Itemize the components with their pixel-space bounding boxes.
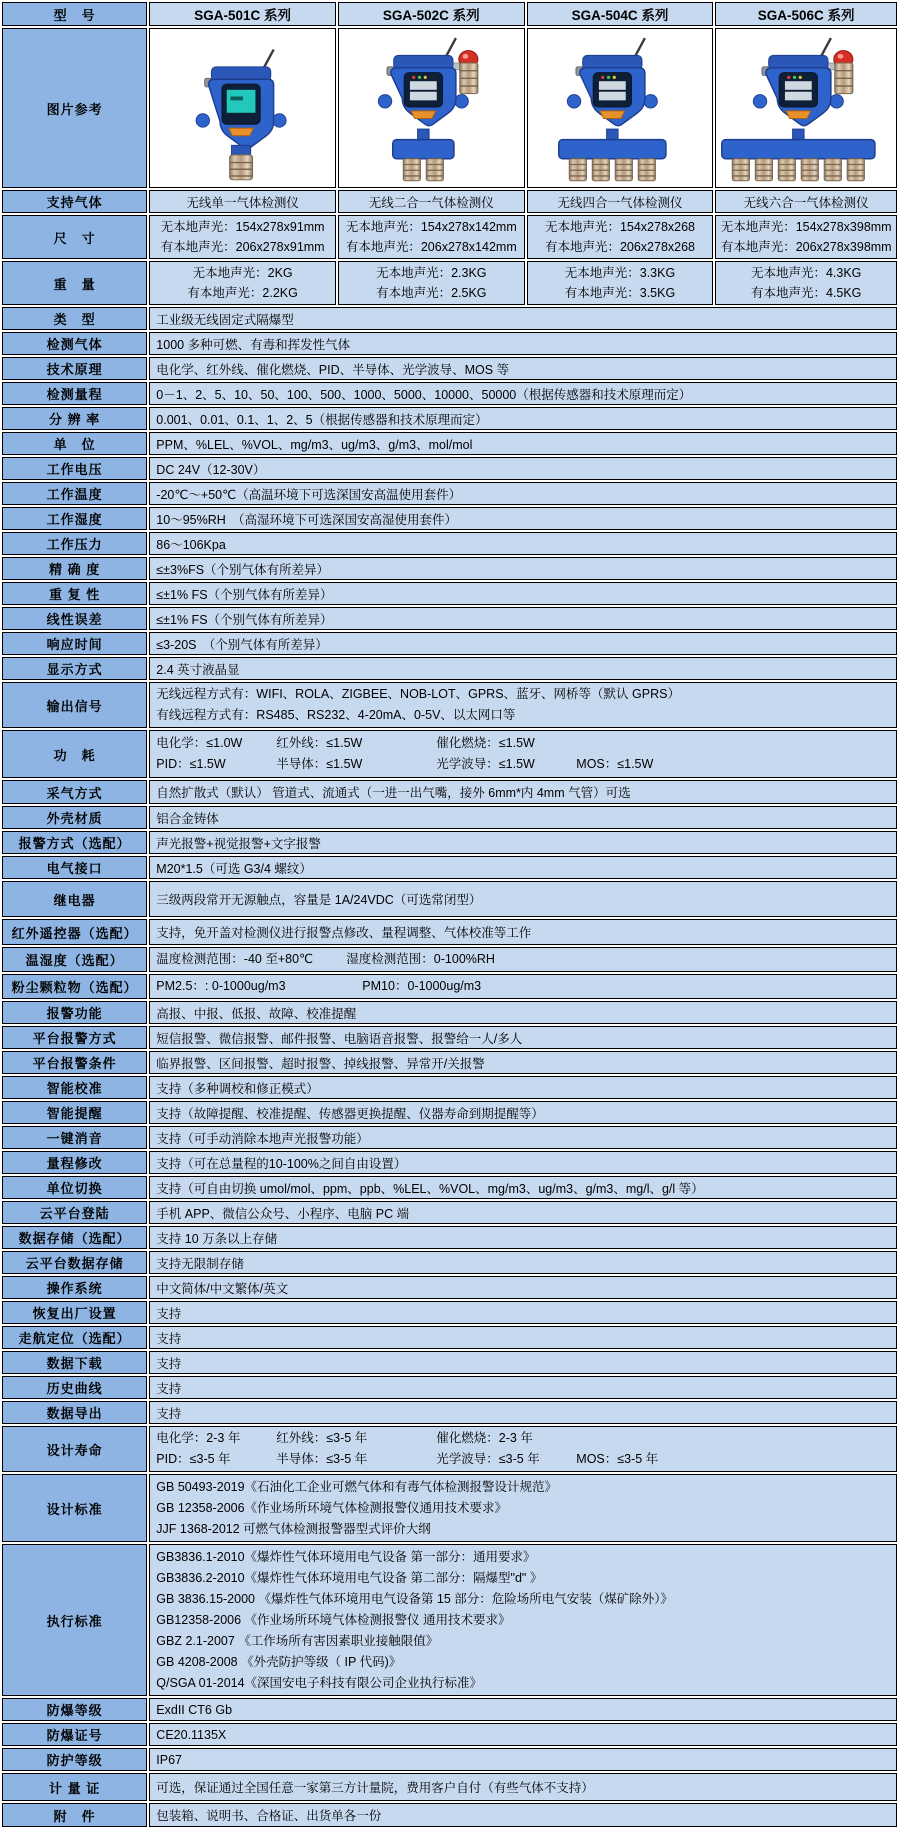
spec-row — [2, 1376, 897, 1399]
spec-value-line: 无本地声光：3.3KG — [564, 266, 676, 280]
spec-row — [2, 261, 897, 305]
spec-value-line: GB 12358-2006《作业场所环境气体检测报警仪通用技术要求》 — [156, 1500, 508, 1515]
spec-row — [2, 1474, 897, 1542]
spec-row — [2, 632, 897, 655]
row-label: 类 型 — [2, 307, 147, 330]
spec-row — [2, 1176, 897, 1199]
row-label: 检测气体 — [2, 332, 147, 355]
row-label: 防爆等级 — [2, 1698, 147, 1721]
spec-value-cell: -20℃～+50℃（高温环境下可选深国安高温使用套件） — [149, 482, 897, 505]
spec-value-line: GB 50493-2019《石油化工企业可燃气体和有毒气体检测报警设计规范》 — [156, 1479, 558, 1494]
spec-row — [2, 1226, 897, 1249]
image-row — [2, 28, 897, 188]
row-label: 执行标准 — [2, 1544, 147, 1696]
row-label: 电气接口 — [2, 856, 147, 879]
spec-value-line — [156, 1449, 890, 1470]
row-label: 云平台登陆 — [2, 1201, 147, 1224]
model-header-cell: SGA-506C 系列 — [715, 2, 897, 26]
row-label: 技术原理 — [2, 357, 147, 380]
spec-value-cell: 支持无限制存储 — [149, 1251, 897, 1274]
row-label: 一键消音 — [2, 1126, 147, 1149]
spec-value-cell: ≤±3%FS（个别气体有所差异） — [149, 557, 897, 580]
spec-value-cell: 短信报警、微信报警、邮件报警、电脑语音报警、报警给一人/多人 — [149, 1026, 897, 1049]
row-label: 采气方式 — [2, 780, 147, 804]
spec-value-segment: PM10：0-1000ug/m3 — [362, 979, 482, 993]
spec-row — [2, 1698, 897, 1721]
row-label: 平台报警条件 — [2, 1051, 147, 1074]
row-label: 恢复出厂设置 — [2, 1301, 147, 1324]
spec-row — [2, 457, 897, 480]
spec-row — [2, 507, 897, 530]
spec-value-line — [156, 1428, 890, 1449]
row-label: 显示方式 — [2, 657, 147, 680]
spec-value-cell: DC 24V（12-30V） — [149, 457, 897, 480]
row-label: 工作压力 — [2, 532, 147, 555]
product-image-cell — [338, 28, 525, 188]
spec-value-segment: 红外线：≤3-5 年 — [276, 1431, 368, 1445]
spec-value-cell: 0－1、2、5、10、50、100、500、1000、5000、10000、50000（根据传感器和技术原理而定） — [149, 382, 897, 405]
row-label: 数据导出 — [2, 1401, 147, 1424]
spec-value-line: 无本地声光：154x278x398mm — [720, 220, 892, 234]
spec-value-cell: 高报、中报、低报、故障、校准提醒 — [149, 1001, 897, 1024]
row-label: 功 耗 — [2, 730, 147, 778]
row-label: 粉尘颗粒物（选配） — [2, 974, 147, 999]
spec-value-line: 有本地声光：2.5KG — [376, 286, 487, 300]
row-label: 防爆证号 — [2, 1723, 147, 1746]
row-label: 分 辨 率 — [2, 407, 147, 430]
spec-value-cell: 2.4 英寸液晶显 — [149, 657, 897, 680]
spec-value-line: GB3836.1-2010《爆炸性气体环境用电气设备 第一部分：通用要求》 — [156, 1549, 536, 1564]
row-label: 图片参考 — [2, 28, 147, 188]
spec-row — [2, 806, 897, 829]
spec-value-line: Q/SGA 01-2014《深国安电子科技有限公司企业执行标准》 — [156, 1675, 483, 1690]
spec-value-cell: 1000 多种可燃、有毒和挥发性气体 — [149, 332, 897, 355]
spec-value-cell: 10～95%RH （高湿环境下可选深国安高湿使用套件） — [149, 507, 897, 530]
spec-value-line — [156, 754, 890, 775]
spec-value-line: 有本地声光：2.2KG — [187, 286, 298, 300]
spec-value-cell — [149, 215, 336, 259]
gas-detector-illustration — [153, 29, 333, 187]
spec-value-cell: 无线单一气体检测仪 — [149, 190, 336, 213]
spec-value-cell: 中文简体/中文繁体/英文 — [149, 1276, 897, 1299]
spec-row — [2, 482, 897, 505]
spec-value-line: JJF 1368-2012 可燃气体检测报警器型式评价大纲 — [156, 1521, 431, 1536]
spec-value-cell: 可选，保证通过全国任意一家第三方计量院，费用客户自付（有些气体不支持） — [149, 1773, 897, 1801]
spec-row — [2, 730, 897, 778]
spec-value-cell: 支持 — [149, 1401, 897, 1424]
spec-row — [2, 307, 897, 330]
spec-value-cell: PPM、%LEL、%VOL、mg/m3、ug/m3、g/m3、mol/mol — [149, 432, 897, 455]
spec-value-cell: 支持 10 万条以上存储 — [149, 1226, 897, 1249]
spec-row — [2, 1276, 897, 1299]
spec-value-segment: PID：≤3-5 年 — [156, 1452, 231, 1466]
spec-value-cell: IP67 — [149, 1748, 897, 1771]
row-label: 数据存储（选配） — [2, 1226, 147, 1249]
gas-detector-illustration — [530, 29, 710, 187]
spec-value-cell: 无线二合一气体检测仪 — [338, 190, 525, 213]
spec-value-segment: 电化学：≤1.0W — [156, 736, 243, 750]
spec-row — [2, 947, 897, 972]
model-header-cell: SGA-502C 系列 — [338, 2, 525, 26]
spec-value-segment: 半导体：≤3-5 年 — [276, 1452, 368, 1466]
row-label: 云平台数据存储 — [2, 1251, 147, 1274]
spec-value-line: GB 4208-2008 《外壳防护等级（ IP 代码)》 — [156, 1654, 402, 1669]
spec-value-cell: 自然扩散式（默认） 管道式、流通式（一进一出气嘴，接外 6mm*内 4mm 气管）可选 — [149, 780, 897, 804]
spec-row — [2, 1076, 897, 1099]
spec-value-line: 无本地声光：154x278x268 — [544, 220, 696, 234]
spec-value-cell: 工业级无线固定式隔爆型 — [149, 307, 897, 330]
row-label: 红外遥控器（选配） — [2, 919, 147, 945]
spec-value-cell: 支持（多种调校和修正模式） — [149, 1076, 897, 1099]
spec-row — [2, 190, 897, 213]
spec-value-line: 有线远程方式有：RS485、RS232、4-20mA、0-5V、以太网口等 — [156, 708, 516, 722]
row-label: 检测量程 — [2, 382, 147, 405]
row-label: 工作电压 — [2, 457, 147, 480]
spec-row — [2, 382, 897, 405]
spec-value-cell: 支持 — [149, 1376, 897, 1399]
spec-value-cell: 0.001、0.01、0.1、1、2、5（根据传感器和技术原理而定） — [149, 407, 897, 430]
spec-value-segment: 催化燃烧：≤1.5W — [436, 736, 535, 750]
spec-value-cell — [149, 730, 897, 778]
spec-row — [2, 1001, 897, 1024]
spec-value-cell — [715, 261, 897, 305]
spec-row — [2, 1401, 897, 1424]
row-label: 响应时间 — [2, 632, 147, 655]
spec-value-line: GB12358-2006 《作业场所环境气体检测报警仪 通用技术要求》 — [156, 1612, 511, 1627]
spec-value-cell: 临界报警、区间报警、超时报警、掉线报警、异常开/关报警 — [149, 1051, 897, 1074]
spec-row — [2, 215, 897, 259]
spec-value-cell: 86～106Kpa — [149, 532, 897, 555]
spec-row — [2, 432, 897, 455]
spec-value-segment: PID：≤1.5W — [156, 757, 226, 771]
spec-row — [2, 557, 897, 580]
spec-value-line: 无本地声光：2.3KG — [376, 266, 487, 280]
spec-value-cell: ≤3-20S （个别气体有所差异） — [149, 632, 897, 655]
spec-value-cell: 支持，免开盖对检测仪进行报警点修改、量程调整、气体校准等工作 — [149, 919, 897, 945]
spec-value-cell — [149, 1426, 897, 1472]
spec-row — [2, 1326, 897, 1349]
model-header-label: 型 号 — [2, 2, 147, 26]
spec-value-line: 有本地声光：206x278x91mm — [160, 240, 325, 254]
row-label: 附 件 — [2, 1803, 147, 1827]
row-label: 精 确 度 — [2, 557, 147, 580]
spec-row — [2, 407, 897, 430]
spec-value-line: GB3836.2-2010《爆炸性气体环境用电气设备 第二部分：隔爆型"d" 》 — [156, 1570, 543, 1585]
spec-row — [2, 1773, 897, 1801]
spec-row — [2, 919, 897, 945]
spec-value-cell: 包装箱、说明书、合格证、出货单各一份 — [149, 1803, 897, 1827]
spec-value-line: 有本地声光：3.5KG — [564, 286, 676, 300]
spec-value-line: 有本地声光：206x278x142mm — [345, 240, 517, 254]
spec-row — [2, 682, 897, 728]
spec-value-cell — [338, 261, 525, 305]
spec-row — [2, 582, 897, 605]
row-label: 操作系统 — [2, 1276, 147, 1299]
spec-row — [2, 1201, 897, 1224]
spec-row — [2, 357, 897, 380]
row-label: 工作湿度 — [2, 507, 147, 530]
spec-row — [2, 1803, 897, 1827]
spec-value-cell: 支持 — [149, 1301, 897, 1324]
spec-value-line: 无线远程方式有：WIFI、ROLA、ZIGBEE、NOB-LOT、GPRS、蓝牙、网桥等（默认 GPRS） — [156, 687, 680, 701]
spec-row — [2, 1026, 897, 1049]
row-label: 外壳材质 — [2, 806, 147, 829]
row-label: 单 位 — [2, 432, 147, 455]
gas-detector-illustration — [716, 29, 896, 187]
spec-value-cell: 铝合金铸体 — [149, 806, 897, 829]
spec-value-cell: CE20.1135X — [149, 1723, 897, 1746]
row-label: 输出信号 — [2, 682, 147, 728]
spec-value-cell: ≤±1% FS（个别气体有所差异） — [149, 607, 897, 630]
spec-value-cell: ExdII CT6 Gb — [149, 1698, 897, 1721]
row-label: 平台报警方式 — [2, 1026, 147, 1049]
spec-value-segment: MOS：≤1.5W — [576, 757, 654, 771]
model-header-cell: SGA-501C 系列 — [149, 2, 336, 26]
spec-value-cell: ≤±1% FS（个别气体有所差异） — [149, 582, 897, 605]
spec-row — [2, 332, 897, 355]
spec-row — [2, 831, 897, 854]
row-label: 历史曲线 — [2, 1376, 147, 1399]
spec-row — [2, 1723, 897, 1746]
spec-value-line — [156, 733, 890, 754]
spec-row — [2, 856, 897, 879]
spec-value-segment: MOS：≤3-5 年 — [576, 1452, 659, 1466]
spec-value-segment: 温度检测范围：-40 至+80℃ — [156, 952, 314, 966]
spec-value-cell — [715, 215, 897, 259]
spec-value-line: 有本地声光：206x278x268 — [544, 240, 696, 254]
spec-value-cell — [149, 1544, 897, 1696]
row-label: 尺 寸 — [2, 215, 147, 259]
row-label: 单位切换 — [2, 1176, 147, 1199]
spec-value-cell: 手机 APP、微信公众号、小程序、电脑 PC 端 — [149, 1201, 897, 1224]
spec-value-cell — [149, 261, 336, 305]
row-label: 重 复 性 — [2, 582, 147, 605]
row-label: 数据下载 — [2, 1351, 147, 1374]
spec-row — [2, 1151, 897, 1174]
product-image-cell — [715, 28, 897, 188]
header-row — [2, 2, 897, 26]
spec-value-cell: 支持（故障提醒、校准提醒、传感器更换提醒、仪器寿命到期提醒等） — [149, 1101, 897, 1124]
spec-row — [2, 607, 897, 630]
spec-value-segment: 催化燃烧：2-3 年 — [436, 1431, 533, 1445]
spec-value-segment: 半导体：≤1.5W — [276, 757, 363, 771]
spec-row — [2, 532, 897, 555]
spec-value-cell: 支持（可手动消除本地声光报警功能） — [149, 1126, 897, 1149]
row-label: 智能校准 — [2, 1076, 147, 1099]
spec-row — [2, 881, 897, 917]
spec-value-cell: 支持（可自由切换 umol/mol、ppm、ppb、%LEL、%VOL、mg/m3、ug/m3、g/m3、mg/l、g/l 等） — [149, 1176, 897, 1199]
spec-row — [2, 1351, 897, 1374]
spec-value-segment: 光学波导：≤1.5W — [436, 757, 535, 771]
spec-value-cell: 支持 — [149, 1351, 897, 1374]
row-label: 智能提醒 — [2, 1101, 147, 1124]
spec-row — [2, 780, 897, 804]
spec-value-segment: 光学波导：≤3-5 年 — [436, 1452, 540, 1466]
spec-value-segment: 湿度检测范围：0-100%RH — [346, 952, 495, 966]
spec-value-cell: 电化学、红外线、催化燃烧、PID、半导体、光学波导、MOS 等 — [149, 357, 897, 380]
spec-value-segment: 红外线：≤1.5W — [276, 736, 363, 750]
spec-value-line: 无本地声光：154x278x91mm — [160, 220, 325, 234]
row-label: 计 量 证 — [2, 1773, 147, 1801]
row-label: 温湿度（选配） — [2, 947, 147, 972]
spec-row — [2, 1051, 897, 1074]
spec-value-cell: M20*1.5（可选 G3/4 螺纹） — [149, 856, 897, 879]
spec-value-line: 无本地声光：4.3KG — [750, 266, 862, 280]
spec-value-line — [156, 949, 890, 970]
row-label: 设计寿命 — [2, 1426, 147, 1472]
spec-value-line: 有本地声光：4.5KG — [750, 286, 862, 300]
row-label: 工作温度 — [2, 482, 147, 505]
spec-value-cell — [149, 974, 897, 999]
spec-row — [2, 1126, 897, 1149]
spec-row — [2, 974, 897, 999]
spec-row — [2, 657, 897, 680]
spec-value-line: 无本地声光：154x278x142mm — [345, 220, 517, 234]
spec-value-cell: 支持 — [149, 1326, 897, 1349]
product-image-cell — [527, 28, 714, 188]
spec-row — [2, 1544, 897, 1696]
spec-value-cell — [149, 682, 897, 728]
spec-row — [2, 1251, 897, 1274]
spec-value-cell — [527, 261, 714, 305]
spec-value-cell: 三级两段常开无源触点，容量是 1A/24VDC（可选常闭型） — [149, 881, 897, 917]
spec-row — [2, 1748, 897, 1771]
spec-value-cell — [527, 215, 714, 259]
row-label: 走航定位（选配） — [2, 1326, 147, 1349]
gas-detector-illustration — [341, 29, 521, 187]
spec-row — [2, 1426, 897, 1472]
spec-value-line — [156, 976, 890, 997]
row-label: 线性误差 — [2, 607, 147, 630]
spec-value-cell: 支持（可在总量程的10-100%之间自由设置） — [149, 1151, 897, 1174]
spec-value-cell: 无线四合一气体检测仪 — [527, 190, 714, 213]
spec-value-line: 无本地声光：2KG — [192, 266, 293, 280]
spec-value-cell: 声光报警+视觉报警+文字报警 — [149, 831, 897, 854]
row-label: 设计标准 — [2, 1474, 147, 1542]
spec-value-line: 有本地声光：206x278x398mm — [720, 240, 892, 254]
spec-value-segment: PM2.5：: 0-1000ug/m3 — [156, 979, 286, 993]
product-image-cell — [149, 28, 336, 188]
spec-row — [2, 1101, 897, 1124]
spec-value-cell: 无线六合一气体检测仪 — [715, 190, 897, 213]
row-label: 量程修改 — [2, 1151, 147, 1174]
spec-value-cell — [149, 1474, 897, 1542]
row-label: 继电器 — [2, 881, 147, 917]
row-label: 报警功能 — [2, 1001, 147, 1024]
spec-value-line: GBZ 2.1-2007 《工作场所有害因素职业接触限值》 — [156, 1633, 439, 1648]
row-label: 重 量 — [2, 261, 147, 305]
spec-row — [2, 1301, 897, 1324]
spec-value-line: GB 3836.15-2000 《爆炸性气体环境用电气设备第 15 部分：危险场所电气安装（煤矿除外）》 — [156, 1591, 674, 1606]
spec-value-cell — [338, 215, 525, 259]
row-label: 支持气体 — [2, 190, 147, 213]
row-label: 报警方式（选配） — [2, 831, 147, 854]
row-label: 防护等级 — [2, 1748, 147, 1771]
spec-value-segment: 电化学：2-3 年 — [156, 1431, 241, 1445]
spec-value-cell — [149, 947, 897, 972]
model-header-cell: SGA-504C 系列 — [527, 2, 714, 26]
